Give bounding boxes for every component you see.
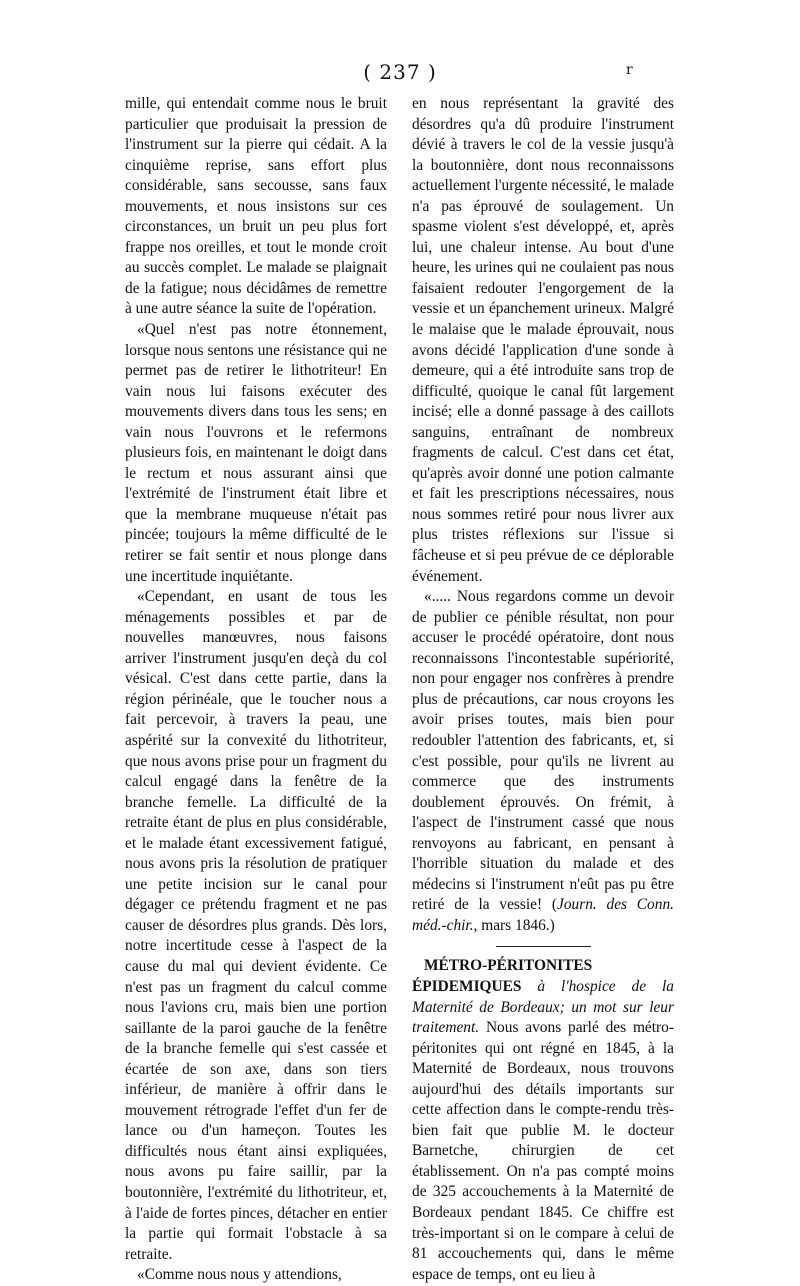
citation: Journ. des Conn. méd.-chir. bbox=[412, 896, 674, 934]
section-paragraph bbox=[412, 956, 674, 1285]
corner-mark: r bbox=[626, 62, 633, 78]
left-column bbox=[125, 94, 387, 1286]
paragraph: «Cependant, en usant de tous les ménagements possibles et par de nouvelles manœuvres, nous faisons arriver l'instrument jusqu'en deçà du col vésical. C'est dans cette partie, dans la région périnéale, que le toucher nous a fait percevoir, à travers la peau, une aspérité sur la convexité du lithotriteur, que nous avons prise pour un fragment du calcul engagé dans la fenêtre de la branche femelle. La difficulté de la retraite étant de plus en plus considérable, et le malade étant excessivement fatigué, nous avons pris la résolution de pratiquer une petite incision sur le canal pour dégager ce prétendu fragment et ne pas causer de désordres plus grands. Dès lors, notre incertitude cesse à l'aspect de la cause du mal qui devient évidente. Ce n'est pas un fragment du calcul comme nous l'avions cru, mais bien une portion saillante de la paroi gauche de la fenêtre de la branche femelle qui s'est cassée et écartée de son axe, dans son tiers inférieur, de manière à offrir dans le mouvement rétrograde l'effet d'un fer de lance ou d'un hameçon. Toutes les difficultés nous étant ainsi expliquées, nous avons pu faire saillir, par la boutonnière, l'extrémité du lithotriteur, et, à l'aide de fortes pinces, détacher en entier la partie qui formait l'obstacle à sa retraite. bbox=[125, 588, 387, 1263]
paragraph-text: Nous avons parlé des métro-péritonites qui ont régné en 1845, à la Maternité de Bordeaux, nous trouvons aujourd'hui des détails importants sur cette affection dans le compte-rendu très-bien fait que publie M. le docteur Barnetche, chirurgien de cet établissement. On n'a pas compté moins de 325 accouchements à la Maternité de Bordeaux pendant 1845. Ce chiffre est très-important si on le compare à celui de 81 accouchements qui, dans le même espace de temps, ont eu lieu à bbox=[412, 1019, 674, 1283]
page-number: ( 237 ) bbox=[363, 60, 437, 84]
section-divider bbox=[496, 946, 591, 947]
paragraph: «Comme nous nous y attendions, bbox=[137, 1266, 342, 1284]
paragraph: en nous représentant la gravité des désordres qu'a dû produire l'instrument dévié à travers le col de la vessie jusqu'à la boutonnière, dont nous reconnaissons actuellement l'urgente nécessité, le malade n'a pas éprouvé de soulagement. Un spasme violent s'est développé, et, après lui, une chaleur intense. Au bout d'une heure, les urines qui ne coulaient pas nous faisaient redouter l'engorgement de la vessie et un épanchement urineux. Malgré le malaise que le malade éprouvait, nous avons décidé l'application d'une sonde à demeure, qui a été introduite sans trop de difficulté, quoique le canal fût largement incisé; elle a donné passage à des caillots sanguins, entraînant de nombreux fragments de calcul. C'est dans cet état, qu'après avoir donné une potion calmante et fait les prescriptions nécessaires, nous nous sommes retiré pour nous livrer aux plus tristes réflexions sur l'issue si fâcheuse et si peu prévue de ce déplorable événement. bbox=[412, 95, 674, 585]
paragraph: «Quel n'est pas notre étonnement, lorsque nous sentons une résistance qui ne permet pas de retirer le lithotriteur! En vain nous lui faisons exécuter des mouvements divers dans tous les sens; en vain nous l'ouvrons et le refermons plusieurs fois, en maintenant le doigt dans le rectum et nous assurant ainsi que l'extrémité de l'instrument était libre et que la membrane muqueuse n'était pas pincée; toujours la même difficulté de le retirer se fait sentir et nous plonge dans une incertitude inquiétante. bbox=[125, 321, 387, 585]
citation-date: , mars 1846.) bbox=[473, 916, 555, 934]
section-heading: MÉTRO-PÉRITONITES ÉPIDEMIQUES bbox=[412, 957, 593, 995]
right-column bbox=[412, 94, 674, 1285]
paragraph: mille, qui entendait comme nous le bruit particulier que produisait la pression de l'instrument sur la pierre qui cédait. A la cinquième reprise, sans effort plus considérable, sans secousse, sans faux mouvements, et nous insistons sur ces circonstances, un bruit un peu plus fort frappe nos oreilles, et tout le monde croit au succès complet. Le malade se plaignait de la fatigue; nous décidâmes de remettre à une autre séance la suite de l'opération. bbox=[125, 95, 387, 318]
paragraph-text: «..... Nous regardons comme un devoir de publier ce pénible résultat, non pour accuser le procédé opératoire, dont nous reconnaissons l'incontestable supériorité, non pour engager nos confrères à prendre plus de précautions, car nous croyons les avoir prises toutes, mais bien pour redoubler l'attention des fabricants, et, si c'est possible, pour qu'ils ne livrent au commerce que des instruments doublement éprouvés. On frémit, à l'aspect de l'instrument cassé que nous renvoyons au fabricant, en pensant à l'horrible situation du malade et des médecins si l'instrument n'eût pas pu être retiré de la vessie! ( bbox=[412, 588, 674, 914]
paragraph bbox=[412, 587, 674, 936]
section-subtitle: à l'hospice de la Maternité de Bordeaux; un mot sur leur traitement. bbox=[412, 977, 674, 1037]
